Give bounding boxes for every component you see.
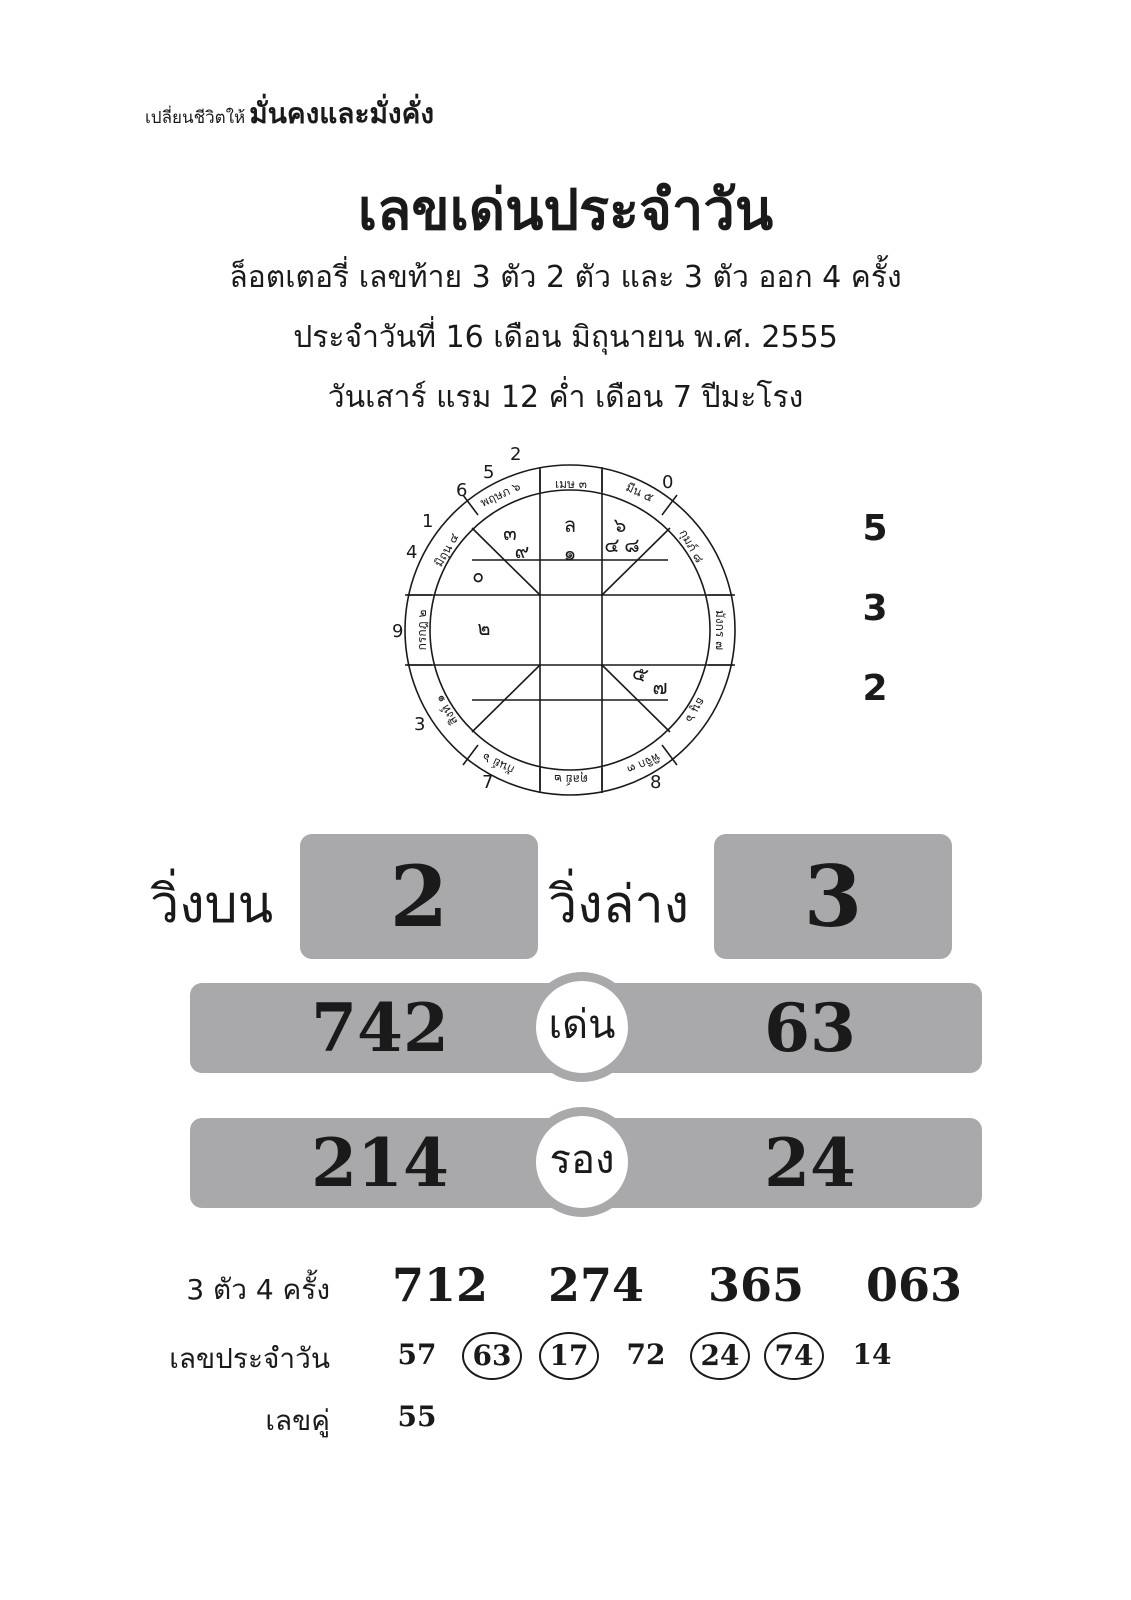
wheel-outer-number: 5 xyxy=(483,462,495,483)
zodiac-label: พิจิก ๓ xyxy=(625,750,663,778)
zodiac-label: กุมภ์ ๘ xyxy=(676,526,707,566)
daily-number: 14 xyxy=(852,1338,892,1371)
wheel-outer-number: 3 xyxy=(414,714,426,735)
main-three-digit: 742 xyxy=(311,989,449,1067)
secondary-three-digit: 214 xyxy=(311,1124,449,1202)
four-times-number: 365 xyxy=(708,1258,805,1312)
zodiac-label: เมษ ๓ xyxy=(555,477,587,491)
side-number: 5 xyxy=(862,508,888,549)
side-number: 3 xyxy=(862,588,888,629)
cell-mark: ๑ xyxy=(563,541,577,565)
cell-mark: ๒ xyxy=(477,616,491,640)
four-times-number: 274 xyxy=(548,1258,645,1312)
pair-label: เลขคู่ xyxy=(265,1404,330,1437)
zodiac-label: มีน ๕ xyxy=(623,479,656,505)
wheel-outer-number: 6 xyxy=(456,480,468,501)
cell-mark: ๓ xyxy=(503,521,517,545)
zodiac-label: สิงห์ ๑ xyxy=(432,692,461,728)
page-title: เลขเด่นประจำวัน xyxy=(357,178,774,243)
run-top-value: 2 xyxy=(389,847,449,946)
four-times-number: 712 xyxy=(392,1258,489,1312)
cell-mark: ๐ xyxy=(462,565,490,588)
run-top-label: วิ่งบน xyxy=(150,875,274,935)
daily-number-circled: 17 xyxy=(539,1332,599,1380)
cell-mark: ๘ xyxy=(624,533,640,557)
zodiac-label: กรกฎ ๒ xyxy=(415,609,429,651)
run-bottom-box xyxy=(714,834,952,959)
daily-number-circled: 63 xyxy=(462,1332,522,1380)
cell-mark: ๔ xyxy=(604,533,620,557)
subtitle-lunar-date: วันเสาร์ แรม 12 ค่ำ เดือน 7 ปีมะโรง xyxy=(327,380,804,415)
tagline-small: เปลี่ยนชีวิตให้ xyxy=(145,108,246,128)
wheel-outer-number: 2 xyxy=(510,444,522,465)
zodiac-label: มิถุน ๔ xyxy=(431,530,462,570)
daily-number-circled: 74 xyxy=(764,1332,824,1380)
run-top-box xyxy=(300,834,538,959)
wheel-outer-number: 8 xyxy=(650,772,662,793)
cell-mark: ล xyxy=(563,513,577,537)
tagline-bold: มั่นคงและมั่งคั่ง xyxy=(249,97,435,130)
secondary-label: รอง xyxy=(549,1137,615,1183)
subtitle-lottery: ล็อตเตอรี่ เลขท้าย 3 ตัว 2 ตัว และ 3 ตัว ออก 4 ครั้ง xyxy=(229,260,902,295)
wheel-outer-number: 7 xyxy=(482,772,494,793)
zodiac-label: ตุลย์ ๒ xyxy=(554,772,588,786)
cell-mark: ๙ xyxy=(514,539,530,563)
astrology-wheel xyxy=(380,440,727,800)
subtitle-date: ประจำวันที่ 16 เดือน มิถุนายน พ.ศ. 2555 xyxy=(293,320,838,355)
daily-number: 57 xyxy=(397,1338,437,1371)
zodiac-label: พฤษภ ๖ xyxy=(478,479,523,510)
four-times-number: 063 xyxy=(866,1258,963,1312)
cell-mark: ๕ xyxy=(629,659,652,688)
wheel-outer-number: 4 xyxy=(406,542,418,563)
run-bottom-value: 3 xyxy=(803,847,863,946)
zodiac-label: ธนู ๖ xyxy=(682,694,709,726)
secondary-two-digit: 24 xyxy=(764,1124,856,1202)
four-times-label: 3 ตัว 4 ครั้ง xyxy=(186,1273,330,1306)
main-two-digit: 63 xyxy=(764,989,856,1067)
wheel-outer-number: 0 xyxy=(662,472,674,493)
tagline xyxy=(145,92,434,136)
secondary-label-circle xyxy=(527,1107,637,1217)
daily-numbers-label: เลขประจำวัน xyxy=(169,1342,330,1375)
cell-mark: ๗ xyxy=(652,675,668,699)
zodiac-label: มังกร ๗ xyxy=(713,609,727,651)
main-label-circle xyxy=(527,972,637,1082)
main-label: เด่น xyxy=(548,1002,616,1048)
side-number: 2 xyxy=(862,668,888,709)
zodiac-label: กันย์ ๖ xyxy=(479,750,517,778)
daily-number-circled: 24 xyxy=(690,1332,750,1380)
wheel-outer-number: 9 xyxy=(392,621,404,642)
cell-mark: ๖ xyxy=(613,513,627,537)
wheel-outer-number: 1 xyxy=(422,511,434,532)
run-bottom-label: วิ่งล่าง xyxy=(548,875,690,935)
pair-number: 55 xyxy=(397,1400,437,1433)
daily-number: 72 xyxy=(626,1338,666,1371)
